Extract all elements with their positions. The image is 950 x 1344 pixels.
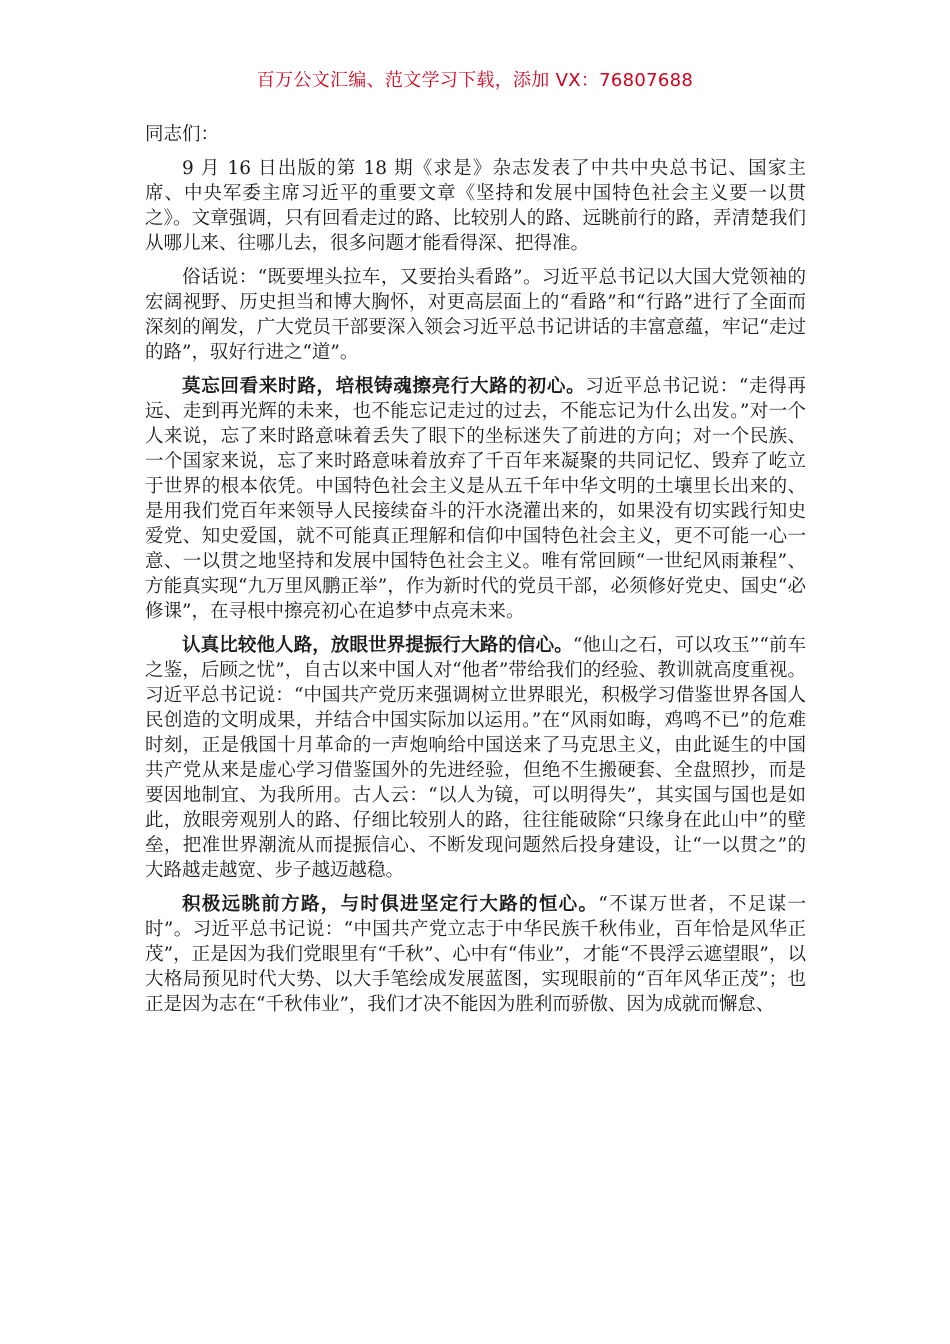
- paragraph-lead: 积极远眺前方路，与时俱进坚定行大路的恒心。: [182, 894, 599, 915]
- document-body: [145, 122, 806, 1026]
- paragraph-text: “不谋万世者，不足谋一时”。习近平总书记说：“中国共产党立志于中华民族千秋伟业，百年恰是风华正茂”，正是因为我们党眼里有“千秋”、心中有“伟业”，才能“不畏浮云遮望眼”，以大格局预见时代大势、以大手笔绘成发展蓝图，实现眼前的“百年风华正茂”；也正是因为志在“千秋伟业”，我们才决不能因为胜利而骄傲、因为成就而懈怠、: [145, 894, 806, 1015]
- salutation: 同志们：: [145, 124, 220, 145]
- paragraph-text: 俗话说：“既要埋头拉车，又要抬头看路”。习近平总书记以大国大党领袖的宏阔视野、历史担当和博大胸怀，对更高层面上的“看路”和“行路”进行了全面而深刻的阐发，广大党员干部要深入领会习近平总书记讲话的丰富意蕴，牢记“走过的路”，驭好行进之“道”。: [145, 267, 806, 363]
- paragraph-text: “他山之石，可以攻玉”“前车之鉴，后顾之忧”，自古以来中国人对“他者”带给我们的经验、教训就高度重视。习近平总书记说：“中国共产党历来强调树立世界眼光，积极学习借鉴世界各国人民创造的文明成果，并结合中国实际加以运用。”在“风雨如晦，鸡鸣不已”的危难时刻，正是俄国十月革命的一声炮响给中国送来了马克思主义，由此诞生的中国共产党从来是虚心学习借鉴国外的先进经验，但绝不生搬硬套、全盘照抄，而是要因地制宜、为我所用。古人云：“以人为镜，可以明得失”，其实国与国也是如此，放眼旁观别人的路、仔细比较别人的路，往往能破除“只缘身在此山中”的壁垒，把准世界潮流从而提振信心、不断发现问题然后投身建设，让“一以贯之”的大路越走越宽、步子越迈越稳。: [145, 635, 806, 881]
- paragraph-look-back: [145, 374, 806, 624]
- header-banner: 百万公文汇编、范文学习下载，添加 VX：76807688: [256, 70, 694, 91]
- paragraph-intro: [145, 156, 806, 256]
- paragraph-text: 9 月 16 日出版的第 18 期《求是》杂志发表了中共中央总书记、国家主席、中央军委主席习近平的重要文章《坚持和发展中国特色社会主义要一以贯之》。文章强调，只有回看走过的路、比较别人的路、远眺前行的路，弄清楚我们从哪儿来、往哪儿去，很多问题才能看得深、把得准。: [145, 158, 806, 254]
- paragraph-lead: 认真比较他人路，放眼世界提振行大路的信心。: [182, 635, 573, 656]
- paragraph-look-ahead: [145, 892, 806, 1017]
- paragraph-lead: 莫忘回看来时路，培根铸魂擦亮行大路的初心。: [182, 376, 586, 397]
- paragraph-proverb: [145, 265, 806, 365]
- paragraph-text: 习近平总书记说：“走得再远、走到再光辉的未来，也不能忘记走过的过去，不能忘记为什么出发。”对一个人来说，忘了来时路意味着丢失了眼下的坐标迷失了前进的方向；对一个民族、一个国家来说，忘了来时路意味着放弃了千百年来凝聚的共同记忆、毁弃了屹立于世界的根本依凭。中国特色社会主义是从五千年中华文明的土壤里长出来的、是用我们党百年来领导人民接续奋斗的汗水浇灌出来的，如果没有切实践行知史爱党、知史爱国，就不可能真正理解和信仰中国特色社会主义，更不可能一心一意、一以贯之地坚持和发展中国特色社会主义。唯有常回顾“一世纪风雨兼程”、方能真实现“九万里风鹏正举”，作为新时代的党员干部，必须修好党史、国史“必修课”，在寻根中擦亮初心在追梦中点亮未来。: [145, 376, 806, 622]
- paragraph-compare: [145, 633, 806, 883]
